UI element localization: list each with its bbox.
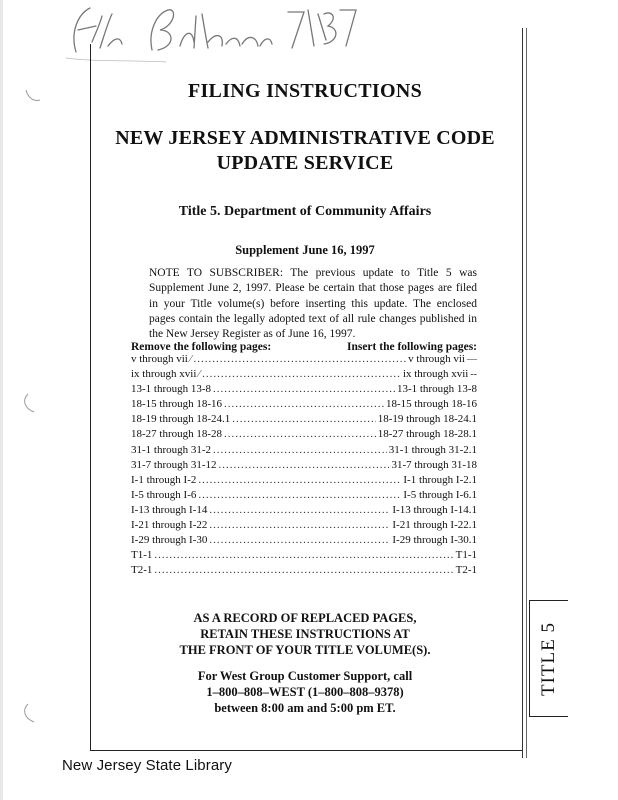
table-row <box>131 563 477 578</box>
check-mark: — <box>467 354 477 365</box>
table-row <box>131 533 477 548</box>
title-tab-label-wrap <box>530 601 568 716</box>
remove-pages: 13-1 through 13-8 <box>131 383 212 396</box>
title-tab <box>529 600 568 717</box>
insert-pages: I-13 through I-14.1 <box>392 503 477 516</box>
subscriber-note <box>131 266 477 342</box>
remove-pages: T1-1 <box>131 549 153 562</box>
dot-leader <box>209 503 390 518</box>
insert-pages: 31-1 through 31-2.1 <box>388 443 477 456</box>
customer-support <box>90 668 520 716</box>
table-row <box>131 397 477 412</box>
table-row <box>131 488 477 503</box>
insert-header: Insert the following pages: <box>346 341 477 353</box>
library-stamp: New Jersey State Library <box>62 757 232 774</box>
dot-leader <box>198 473 401 488</box>
punch-hole-mark <box>22 82 44 104</box>
remove-pages: I-29 through I-30 <box>131 534 208 547</box>
support-phone: 1–800–808–WEST (1–800–808–9378) <box>206 685 404 699</box>
punch-hole-mark <box>20 392 42 414</box>
remove-pages: ix through xvii <box>131 368 197 381</box>
check-mark: ⁄ <box>189 354 192 365</box>
table-row <box>131 473 477 488</box>
insert-pages: 18-15 through 18-16 <box>385 398 477 411</box>
dot-leader <box>209 518 390 533</box>
dot-leader <box>213 443 387 458</box>
page-title: FILING INSTRUCTIONS <box>187 80 423 102</box>
check-mark: ⁄ <box>198 369 201 381</box>
insert-pages: T2-1 <box>455 564 477 577</box>
table-row <box>131 367 477 382</box>
table-row <box>131 443 477 458</box>
title-tab-label: TITLE 5 <box>538 621 560 696</box>
record-line: AS A RECORD OF REPLACED PAGES, <box>193 611 417 625</box>
insert-pages: 13-1 through 13-8 <box>396 383 477 396</box>
insert-pages: v through vii <box>408 353 465 365</box>
insert-pages: 18-19 through 18-24.1 <box>377 413 477 426</box>
pages-table <box>131 352 477 578</box>
record-notice <box>90 610 520 658</box>
remove-pages: 18-15 through 18-16 <box>131 398 223 411</box>
remove-pages: 31-1 through 31-2 <box>131 443 212 456</box>
table-row <box>131 518 477 533</box>
dot-leader <box>198 488 401 503</box>
table-row <box>131 427 477 442</box>
dot-leader <box>194 352 407 367</box>
remove-header: Remove the following pages: <box>131 341 272 353</box>
dot-leader <box>232 412 375 427</box>
insert-pages: I-1 through I-2.1 <box>403 473 477 486</box>
table-row <box>131 412 477 427</box>
table-row <box>131 352 477 367</box>
dot-leader <box>219 458 390 473</box>
remove-pages: I-13 through I-14 <box>131 503 208 516</box>
insert-pages: I-21 through I-22.1 <box>392 519 477 532</box>
remove-pages: 31-7 through 31-12 <box>131 458 217 471</box>
remove-pages: T2-1 <box>131 564 153 577</box>
dot-leader <box>224 397 384 412</box>
scan-edge <box>0 0 3 800</box>
binder-rule <box>522 28 523 758</box>
punch-hole-mark <box>20 702 42 724</box>
remove-pages: I-1 through I-2 <box>131 473 197 486</box>
remove-pages: 18-19 through 18-24.1 <box>131 413 231 426</box>
remove-pages: I-5 through I-6 <box>131 488 197 501</box>
subscriber-note-text: NOTE TO SUBSCRIBER: The previous update to Title 5 was Supplement June 2, 1997. Please be certain that those pages are filed in your Title volume(s) before inserting this update. The enclosed pages contain the legally adopted text of all rule changes published in the New Jersey Register as of June 16, 1997. <box>149 267 477 341</box>
insert-pages: 18-27 through 18-28.1 <box>377 428 477 441</box>
dot-leader <box>154 563 453 578</box>
insert-pages: 31-7 through 31-18 <box>391 458 477 471</box>
dot-leader <box>202 367 401 382</box>
remove-pages: v through vii <box>131 353 188 365</box>
remove-pages: 18-27 through 18-28 <box>131 428 223 441</box>
supplement-date: Supplement June 16, 1997 <box>235 243 375 257</box>
check-mark: -- <box>470 369 477 381</box>
record-line: THE FRONT OF YOUR TITLE VOLUME(S). <box>179 643 431 657</box>
table-row <box>131 548 477 563</box>
dot-leader <box>154 548 453 563</box>
dot-leader <box>213 382 395 397</box>
insert-pages: I-5 through I-6.1 <box>403 488 477 501</box>
table-row <box>131 458 477 473</box>
code-heading-line1: NEW JERSEY ADMINISTRATIVE CODE <box>115 127 495 149</box>
insert-pages: I-29 through I-30.1 <box>392 534 477 547</box>
table-row <box>131 382 477 397</box>
insert-pages: ix through xvii <box>402 368 469 381</box>
record-line: RETAIN THESE INSTRUCTIONS AT <box>200 627 410 641</box>
code-heading-line2: UPDATE SERVICE <box>216 152 394 174</box>
insert-pages: T1-1 <box>455 549 477 562</box>
support-hours: between 8:00 am and 5:00 pm ET. <box>214 701 396 715</box>
binder-rule <box>526 28 527 758</box>
remove-pages: I-21 through I-22 <box>131 519 208 532</box>
table-row <box>131 503 477 518</box>
dot-leader <box>209 533 390 548</box>
title-department: Title 5. Department of Community Affairs <box>178 204 432 219</box>
support-line: For West Group Customer Support, call <box>197 669 413 683</box>
dot-leader <box>224 427 376 442</box>
